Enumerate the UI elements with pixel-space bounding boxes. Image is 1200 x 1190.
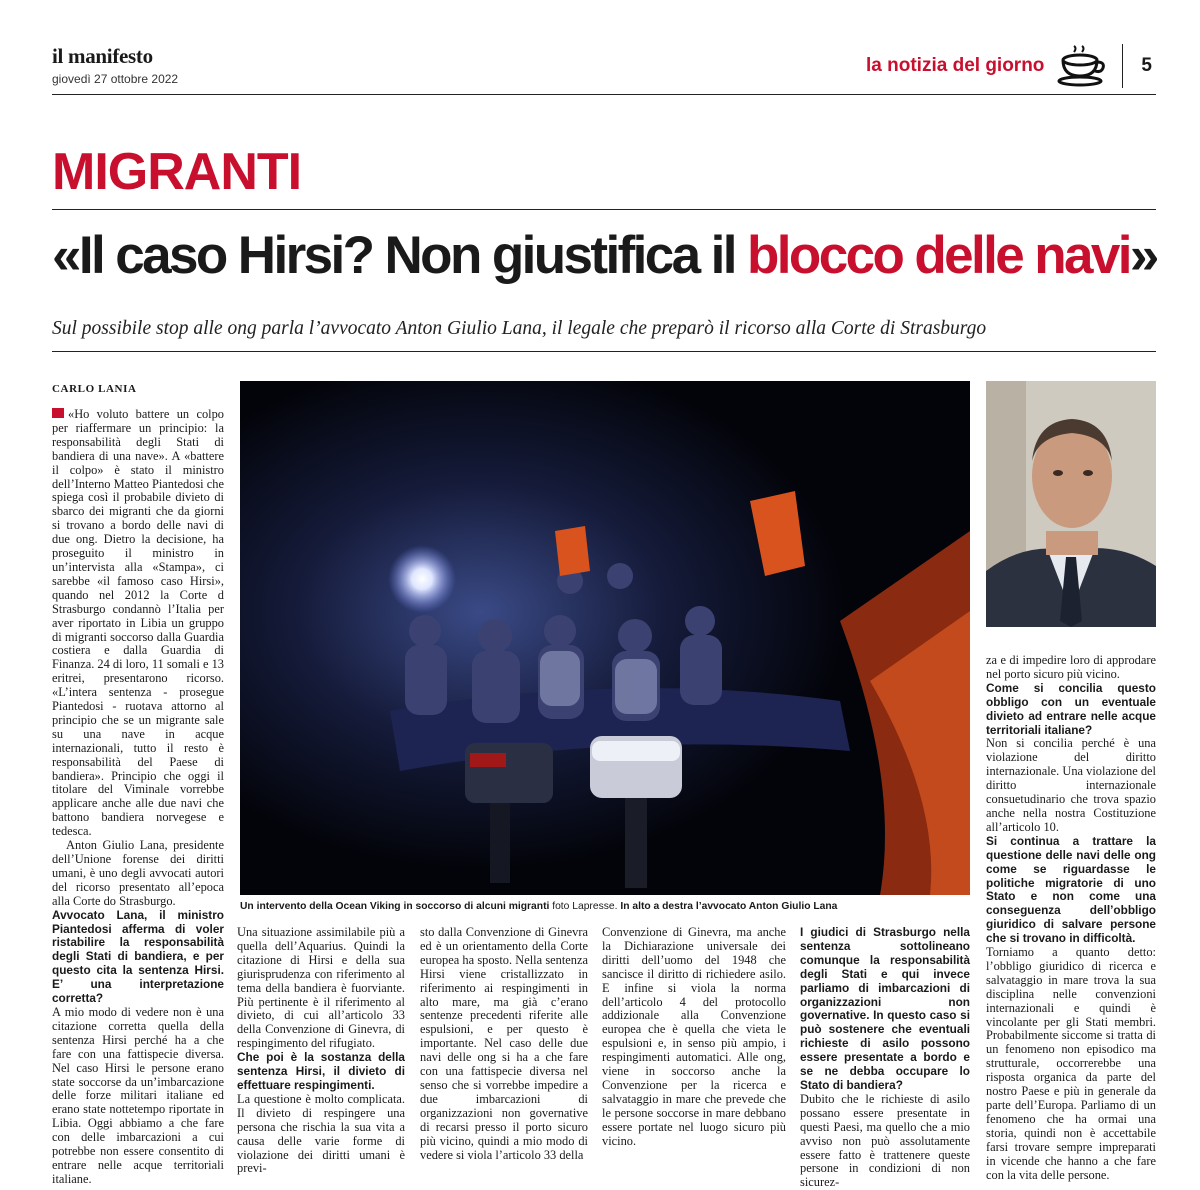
text-column-2 bbox=[237, 926, 405, 1178]
paragraph: Non si concilia perché è una violazione del diritto internazionale. Una violazione del diritto internazionale consuetudinario che trova spazio anche nella nostra Costituzione all’articolo 10. bbox=[986, 736, 1156, 834]
paragraph: za e di impedire loro di approdare nel porto sicuro più vicino. bbox=[986, 653, 1156, 681]
paragraph: Torniamo a quanto detto: l’obbligo giuridico di ricerca e salvataggio in mare trova la sua disciplina nelle convenzioni internazionali e quindi è vincolante per gli Stati membri. Probabilmente siccome si tratta di un fenomeno non episodico ma strutturale, occorrerebbe una risposta organica da parte del nostro Paese e più in generale da parte dell’Europa. Parliamo di un fenomeno che ha ormai una storia, quindi non è accettabile farsi trovare sempre impreparati in vicende che hanno a che fare con la vita delle persone. bbox=[986, 945, 1156, 1182]
main-photo bbox=[240, 381, 970, 895]
text-column-3 bbox=[420, 926, 588, 1178]
kicker: MIGRANTI bbox=[52, 143, 302, 201]
issue-date: giovedì 27 ottobre 2022 bbox=[52, 72, 179, 86]
headline bbox=[52, 228, 1162, 284]
header-divider bbox=[1122, 44, 1123, 88]
subhead-rule bbox=[52, 351, 1156, 352]
section-mark bbox=[52, 408, 64, 418]
paragraph: Convenzione di Ginevra, ma anche la Dichiarazione universale dei diritti dell’uomo del 1948 che sancisce il diritto di richiedere asilo. E infine si viola la norma dell’articolo 4 del protocollo addizionale alla Convenzione europea che è quella che vieta le espulsioni e, in senso più ampio, i respingimenti automatici. Alle ong, viene in soccorso anche la Convenzione per la ricerca e salvataggio in mare che prevede che le persone soccorse in mare debbano essere portate nel luogo sicuro più vicino. bbox=[602, 925, 786, 1148]
portrait-photo bbox=[986, 381, 1156, 627]
paragraph: A mio modo di vedere non è una citazione corretta quella della sentenza Hirsi perché ha a che fare con una fattispecie diversa. Nel caso Hirsi le persone erano state soccorse da un’imbarcazione delle forze militari italiane ed erano state nottetempo riportate in Libia. Oggi abbiamo a che fare con delle imbarcazioni a cui potrebbe non essere consentito di entrare nelle acque territoriali italiane. bbox=[52, 1004, 224, 1186]
interview-question: I giudici di Strasburgo nella sentenza sottolineano comunque la responsabilità degli Stati e qui invece parliamo di imbarcazioni di organizzazioni non governative. In questo caso si può sostenere che eventuali richieste di asilo possono essere presentate a bordo e se ne debba occupare lo Stato di bandiera? bbox=[800, 925, 970, 1092]
coffee-cup-icon bbox=[1058, 46, 1108, 86]
subheadline: Sul possibile stop alle ong parla l’avvocato Anton Giulio Lana, il legale che preparò il ricorso alla Corte di Strasburgo bbox=[52, 318, 987, 339]
section-label: la notizia del giorno bbox=[866, 55, 1045, 76]
text-column-4 bbox=[602, 926, 786, 1178]
byline: CARLO LANIA bbox=[52, 383, 137, 395]
text-column-5 bbox=[800, 925, 970, 1190]
text-column-1 bbox=[52, 407, 224, 1186]
lead-text: «Ho voluto battere un colpo per riaffermare un principio: la responsabilità degli Stati di bandiera di una nave». A «battere il colpo» è stato il ministro dell’Interno Matteo Piantedosi che spiega così il probabile divieto di sbarco dei migranti che da giorni si trovano a bordo delle navi di due ong. Dietro la decisione, ha proseguito il ministro in un’intervista alla «Stampa», ci sarebbe «il famoso caso Hirsi», quando nel 2012 la Corte d Strasburgo condannò l’Italia per aver riportato in Libia un gruppo di migranti soccorso dalla Guardia costiera e dalla Guardia di Finanza. 24 di loro, 11 somali e 13 eritrei, presentarono ricorso. «L’intera sentenza - prosegue Piantedosi - ruotava attorno al principio che se un migrante sale su una nave in acque internazionali, tutto il resto è responsabilità del Paese di bandiera». Principio che oggi il titolare del Viminale vorrebbe applicare anche alle due navi che battono bandiera norvegese e tedesca. bbox=[52, 407, 224, 839]
headline-close: » bbox=[1129, 226, 1157, 285]
text-column-6 bbox=[986, 653, 1156, 1182]
newspaper-logo: il manifesto bbox=[52, 44, 153, 68]
section-header bbox=[866, 44, 1152, 88]
rescue-boat-photo bbox=[240, 381, 970, 895]
top-rule bbox=[52, 94, 1156, 95]
interview-question: Avvocato Lana, il ministro Piantedosi afferma di voler ristabilire la responsabilità degli Stati di bandiera, e per questo cita la sentenza Hirsi. E’ una interpretazione corretta? bbox=[52, 907, 224, 1006]
masthead bbox=[52, 44, 178, 86]
caption-credit: foto Lapresse. bbox=[549, 901, 621, 912]
paragraph: La questione è molto complicata. Il divieto di respingere una persona che rischia la sua vita a causa delle varie forme di violazione dei diritti umani è previ- bbox=[237, 1091, 405, 1176]
interview-question: Come si concilia questo obbligo con un eventuale divieto ad entrare nelle acque territoriali italiane? bbox=[986, 680, 1156, 737]
caption-portrait: In alto a destra l’avvocato Anton Giulio Lana bbox=[620, 901, 838, 912]
paragraph: Dubito che le richieste di asilo possano essere presentate in questi Paesi, ma quello che a mio avviso non può assolutamente essere fatto è trattenere queste persone in condizioni di non sicurez- bbox=[800, 1091, 970, 1190]
paragraph: Una situazione assimilabile più a quella dell’Aquarius. Quindi la citazione di Hirsi e della sua giurisprudenza con riferimento al tema della bandiera è fuorviante. Più pertinente è il riferimento al divieto, di cui all’articolo 33 della Convenzione di Ginevra, di respingimento del rifugiato. bbox=[237, 925, 405, 1051]
headline-red: blocco delle navi bbox=[747, 226, 1130, 285]
caption-main: Un intervento della Ocean Viking in soccorso di alcuni migranti bbox=[240, 901, 550, 912]
photo-caption bbox=[240, 900, 980, 913]
kicker-rule bbox=[52, 209, 1156, 210]
paragraph: sto dalla Convenzione di Ginevra ed è un orientamento della Corte europea ha sposto. Nella sentenza Hirsi viene cristallizzato in riferimento ai respingimenti in alto mare, ma già c’erano sentenze precedenti riferite alle espulsioni, e per questo è importante. Nel caso delle due navi delle ong si ha a che fare con una fattispecie diversa nel senso che si vorrebbe impedire a due imbarcazioni di organizzazioni non governative di recarsi presso il porto sicuro più vicino, quindi a mio modo di vedere si viola l’articolo 33 della bbox=[420, 925, 588, 1162]
lawyer-portrait bbox=[986, 381, 1156, 627]
paragraph: Anton Giulio Lana, presidente dell’Unione forense dei diritti umani, è uno degli avvocati autori del ricorso presentato all’epoca alla Corte do Strasburgo. bbox=[52, 838, 224, 908]
paragraph bbox=[52, 408, 224, 839]
page-number: 5 bbox=[1141, 55, 1152, 76]
headline-black: «Il caso Hirsi? Non giustifica il bbox=[52, 226, 748, 285]
interview-question: Che poi è la sostanza della sentenza Hirsi, il divieto di effettuare respingimenti. bbox=[237, 1050, 405, 1092]
interview-question: Si continua a trattare la questione delle navi delle ong come se riguardasse le politiche migratorie di uno Stato e non come una conseguenza dell’obbligo giuridico di salvare persone che si trovano in difficoltà. bbox=[986, 833, 1156, 946]
